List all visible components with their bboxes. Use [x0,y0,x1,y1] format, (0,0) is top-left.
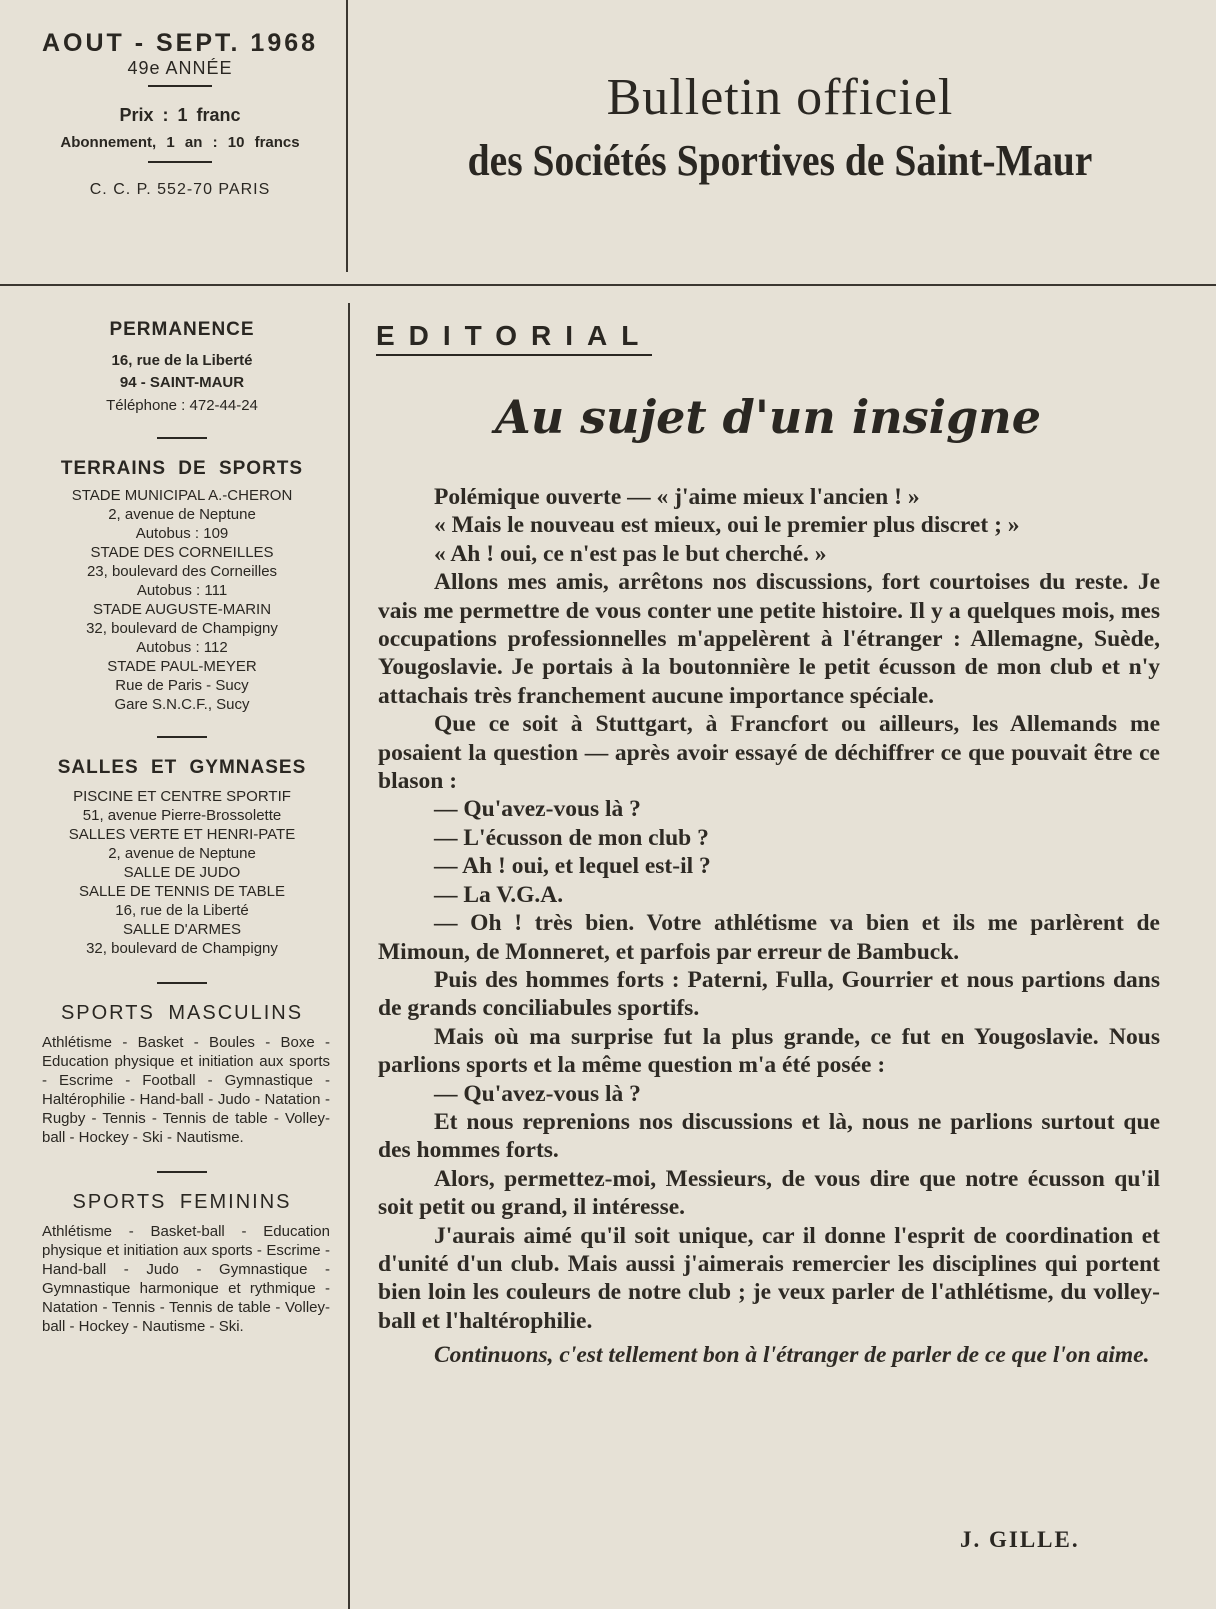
terrains-list [34,486,330,714]
paragraph: Et nous reprenions nos discussions et là, nous ne parlions surtout que des hommes forts. [378,1108,1160,1164]
paragraph: — Oh ! très bien. Votre athlétisme va bien et ils me parlèrent de Mimoun, de Monneret, et parfois par erreur de Bambuck. [378,910,1160,965]
list-item: SALLES VERTE ET HENRI-PATE [68,826,296,843]
divider [157,437,207,439]
sidebar [34,320,330,1336]
section-label: EDITORIAL [376,320,652,356]
masthead-title: Bulletin officiel [606,69,954,126]
salles-list [34,787,330,958]
divider [148,161,212,163]
ccp-account: C. C. P. 552-70 PARIS [89,181,271,198]
list-item: 23, boulevard des Corneilles [86,563,278,580]
feminins-list: Athlétisme - Basket-ball - Education physique et initiation aux sports - Escrime - Hand-ball - Judo - Gymnastique - Gymnastique harmonique et rythmique - Natation - Tennis - Tennis de table - Volley-ball - Hockey - Nautisme - Ski. [42,1223,330,1335]
divider [157,736,207,738]
masculins-heading: SPORTS MASCULINS [60,1002,304,1024]
list-item: STADE DES CORNEILLES [90,544,274,561]
paragraph: Allons mes amis, arrêtons nos discussions, fort courtoises du reste. Je vais me permettre de vous conter une petite histoire. Il y a quelques mois, mes occupations professionnelles m'appelèrent à l'étranger : Allemagne, Suède, Yougoslavie. Je portais à la boutonnière le petit écusson de mon club et n'y attachais très franchement aucune importance spéciale. [378,569,1160,709]
list-item: 16, rue de la Liberté [115,902,249,919]
feminins-heading: SPORTS FEMININS [72,1191,292,1213]
list-item: 2, avenue de Neptune [108,506,256,523]
closing-line: Continuons, c'est tellement bon à l'étranger de parler de ce que l'on aime. [434,1342,1150,1369]
paragraph: « Mais le nouveau est mieux, oui le premier plus discret ; » [434,512,1020,539]
list-item: Autobus : 109 [135,525,229,542]
header-divider-vertical [346,0,348,272]
masculins-list: Athlétisme - Basket - Boules - Boxe - Education physique et initiation aux sports - Escrime - Football - Gymnastique - Haltérophilie - Hand-ball - Judo - Natation - Rugby - Tennis - Tennis de table - Volley-ball - Hockey - Ski - Nautisme. [42,1034,330,1146]
dialogue-line: — Qu'avez-vous là ? [434,796,641,823]
issue-info [20,28,340,199]
article-body [378,483,1160,1370]
list-item: STADE PAUL-MEYER [107,658,257,675]
list-item: 32, boulevard de Champigny [86,940,278,957]
dialogue-line: — La V.G.A. [434,881,564,908]
divider [148,85,212,87]
paragraph: Puis des hommes forts : Paterni, Fulla, Gourrier et nous partions dans de grands conciliabules sportifs. [378,966,1160,1022]
paragraph: Alors, permettez-moi, Messieurs, de vous dire que notre écusson qu'il soit petit ou grand, il intéresse. [378,1165,1160,1221]
list-item: Rue de Paris - Sucy [115,677,249,694]
masthead [370,68,1190,186]
list-item: SALLE DE JUDO [123,864,241,881]
list-item: Gare S.N.C.F., Sucy [114,696,250,713]
subscription: Abonnement, 1 an : 10 francs [60,134,300,151]
list-item: STADE AUGUSTE-MARIN [92,601,272,618]
paragraph: Mais où ma surprise fut la plus grande, ce fut en Yougoslavie. Nous parlions sports et la même question m'a été posée : [378,1023,1160,1079]
price: Prix : 1 franc [119,105,241,125]
permanence-phone: Téléphone : 472-44-24 [106,397,258,414]
signature: J. GILLE. [960,1527,1080,1552]
list-item: 2, avenue de Neptune [108,845,256,862]
issue-year: 49e ANNÉE [127,58,233,78]
dialogue-line: — Qu'avez-vous là ? [434,1080,641,1107]
salles-heading: SALLES ET GYMNASES [57,757,307,778]
permanence-address1: 16, rue de la Liberté [111,352,253,369]
list-item: SALLE DE TENNIS DE TABLE [79,883,285,900]
issue-date: AOUT - SEPT. 1968 [41,29,319,57]
permanence-address2: 94 - SAINT-MAUR [119,374,245,391]
paragraph: « Ah ! oui, ce n'est pas le but cherché. » [434,540,827,567]
paragraph: J'aurais aimé qu'il soit unique, car il donne l'esprit de coordination et d'unité d'un club. Mais aussi j'aimerais remercier les disciplines qui portent bien loin les couleurs de notre club ; je veux parler de l'athlétisme, du volley-ball et l'haltérophilie. [378,1222,1160,1334]
paragraph: Que ce soit à Stuttgart, à Francfort ou ailleurs, les Allemands me posaient la question — après avoir essayé de déchiffrer ce que pouvait être ce blason : [378,711,1160,795]
list-item: 32, boulevard de Champigny [86,620,278,637]
masthead-subtitle: des Sociétés Sportives de Saint-Maur [467,136,1093,185]
list-item: Autobus : 111 [136,582,228,599]
dialogue-line: — L'écusson de mon club ? [434,824,709,851]
permanence-heading: PERMANENCE [109,319,255,340]
list-item: 51, avenue Pierre-Brossolette [82,807,282,824]
divider [157,982,207,984]
column-divider [348,303,350,1609]
article-headline: Au sujet d'un insigne [495,390,1041,444]
paragraph: Polémique ouverte — « j'aime mieux l'ancien ! » [434,484,920,510]
terrains-heading: TERRAINS DE SPORTS [60,458,304,479]
header-divider-horizontal [0,284,1216,286]
divider [157,1171,207,1173]
list-item: STADE MUNICIPAL A.-CHERON [71,487,293,504]
list-item: Autobus : 112 [136,639,228,656]
list-item: SALLE D'ARMES [123,921,241,938]
dialogue-line: — Ah ! oui, et lequel est-il ? [434,853,711,880]
list-item: PISCINE ET CENTRE SPORTIF [73,788,291,805]
